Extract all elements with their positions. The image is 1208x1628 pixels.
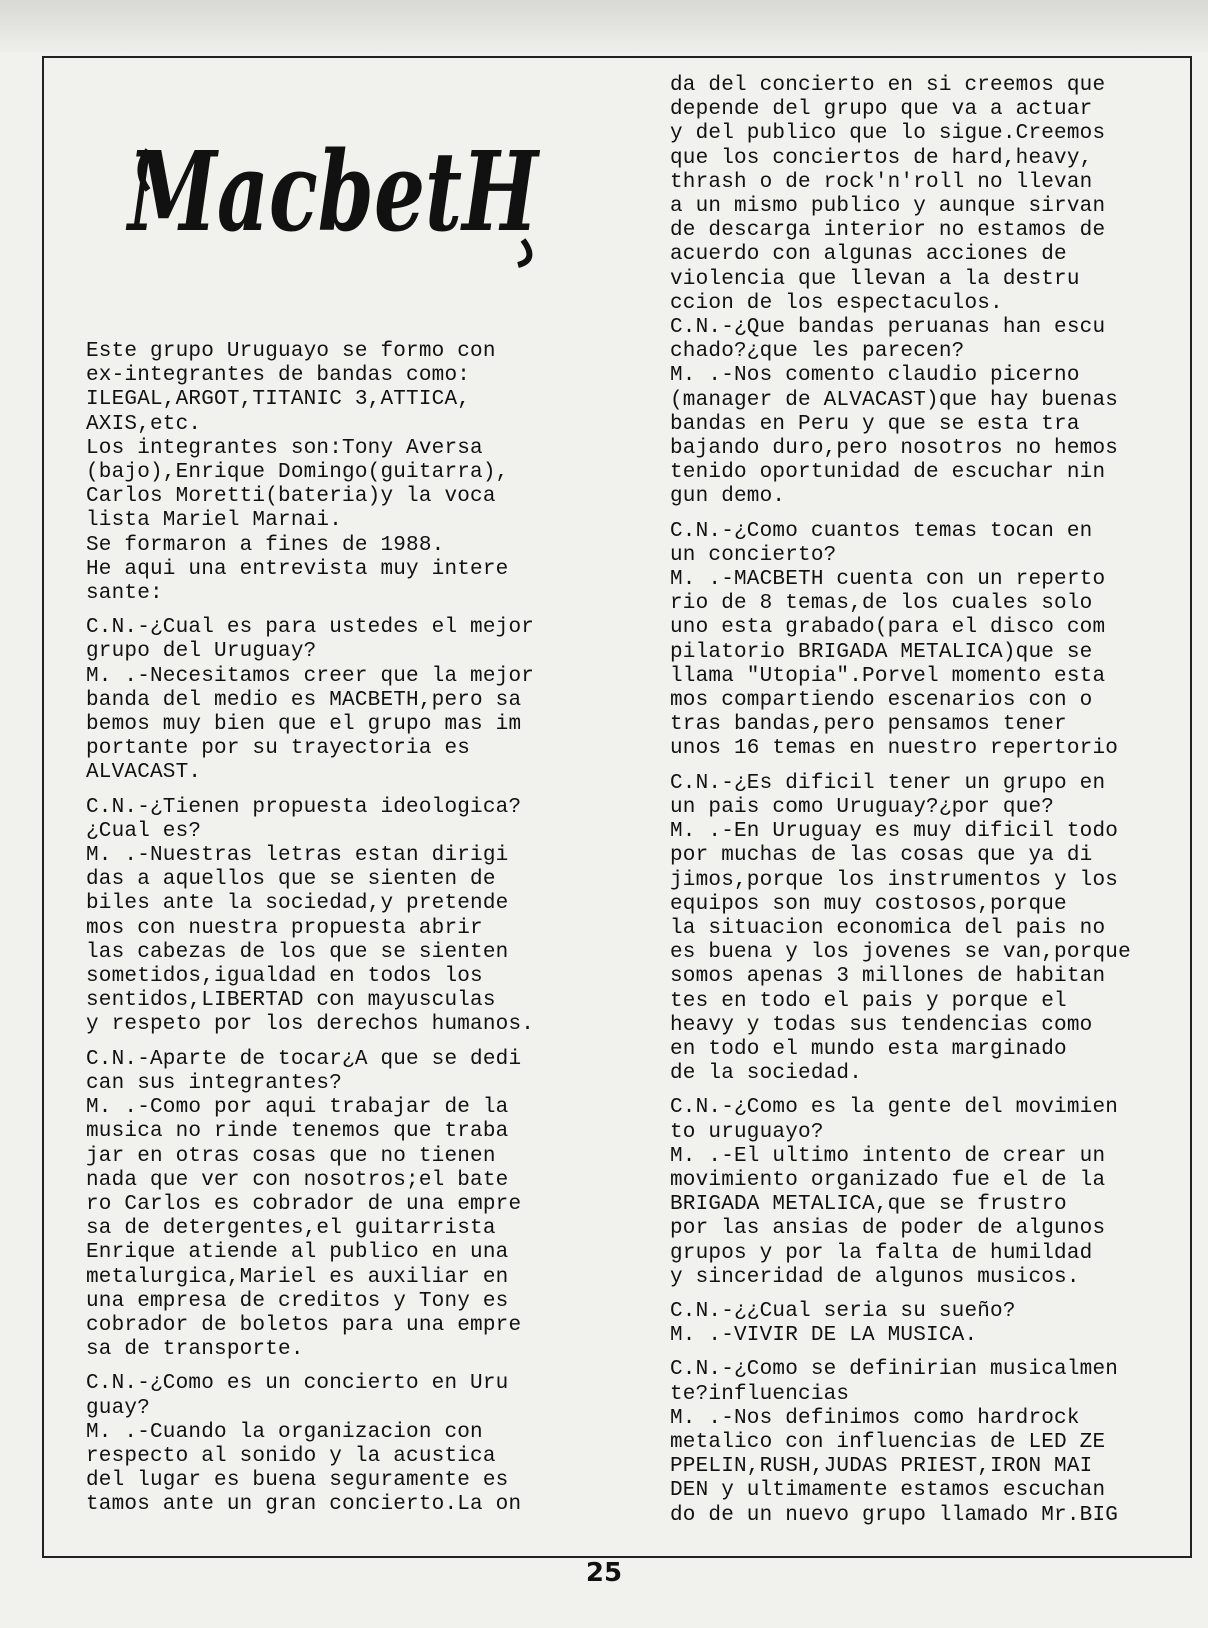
text-line: Los integrantes son:Tony Aversa [86,436,483,460]
text-line: gun demo. [670,485,786,509]
text-line: mos con nuestra propuesta abrir [86,916,483,940]
text-line: metalico con influencias de LED ZE [670,1430,1106,1454]
text-line: sentidos,LIBERTAD con mayusculas [86,989,496,1013]
text-line: tamos ante un gran concierto.La on [86,1493,522,1517]
text-line: da del concierto en si creemos que [670,74,1106,97]
text-line: (manager de ALVACAST)que hay buenas [670,388,1119,412]
text-line: somos apenas 3 millones de habitan [670,965,1106,989]
text-line: la situacion economica del pais no [670,916,1106,940]
text-line: musica no rinde tenemos que traba [86,1120,509,1144]
text-line: nada que ver con nosotros;el bate [86,1168,509,1192]
text-line: M. .-Como por aqui trabajar de la [86,1096,509,1120]
text-line: C.N.-¿Cual es para ustedes el mejor [86,616,535,640]
text-line: en todo el mundo esta marginado [670,1037,1067,1061]
text-line: llama "Utopia".Porvel momento esta [670,664,1106,688]
text-line: bemos muy bien que el grupo mas im [86,713,522,737]
text-line: una empresa de creditos y Tony es [86,1289,509,1313]
text-line: M. .-MACBETH cuenta con un reperto [670,568,1106,592]
left-paragraph [86,340,646,606]
text-line: por muchas de las cosas que ya di [670,844,1093,868]
text-line: thrash o de rock'n'roll no llevan [670,170,1093,194]
macbeth-logo-icon [125,127,548,270]
text-line: M. .-El ultimo intento de crear un [670,1144,1106,1168]
text-line: jimos,porque los instrumentos y los [670,868,1119,892]
text-line: BRIGADA METALICA,que se frustro [670,1193,1067,1217]
text-line: equipos son muy costosos,porque [670,892,1067,916]
text-line: M. .-Nos comento claudio picerno [670,364,1080,388]
text-line: M. .-Nuestras letras estan dirigi [86,844,509,868]
text-line: guay? [86,1396,151,1420]
text-line: bandas en Peru y que se esta tra [670,412,1080,436]
text-line: metalurgica,Mariel es auxiliar en [86,1265,509,1289]
text-line: un concierto? [670,543,837,567]
text-line: tenido oportunidad de escuchar nin [670,461,1106,485]
text-line: PPELIN,RUSH,JUDAS PRIEST,IRON MAI [670,1455,1093,1479]
text-line: y sinceridad de algunos musicos. [670,1265,1080,1289]
text-line: Se formaron a fines de 1988. [86,533,445,557]
text-line: ro Carlos es cobrador de una empre [86,1192,522,1216]
text-line: C.N.-¿Que bandas peruanas han escu [670,316,1106,340]
text-line: y respeto por los derechos humanos. [86,1013,535,1037]
text-line: jar en otras cosas que no tienen [86,1144,496,1168]
left-paragraph [86,1048,646,1363]
text-line: por las ansias de poder de algunos [670,1217,1106,1241]
text-line: del lugar es buena seguramente es [86,1469,509,1493]
text-line: He aqui una entrevista muy intere [86,557,509,581]
band-logo [125,127,548,270]
text-line: tes en todo el pais y porque el [670,989,1067,1013]
text-line: C.N.-¿¿Cual seria su sueño? [670,1299,1016,1323]
left-paragraph [86,1372,646,1517]
text-line: grupos y por la falta de humildad [670,1241,1093,1265]
text-line: das a aquellos que se sienten de [86,868,496,892]
text-line: AXIS,etc. [86,412,202,436]
text-line: M. .-VIVIR DE LA MUSICA. [670,1324,978,1348]
text-line: grupo del Uruguay? [86,640,317,664]
text-line: rio de 8 temas,de los cuales solo [670,592,1093,616]
text-line: un pais como Uruguay?¿por que? [670,795,1055,819]
text-line: M. .-Nos definimos como hardrock [670,1406,1080,1430]
text-line: C.N.-¿Como cuantos temas tocan en [670,519,1093,543]
text-line: Este grupo Uruguayo se formo con [86,340,496,363]
left-column [86,340,646,1528]
text-line: C.N.-¿Como es un concierto en Uru [86,1372,509,1396]
text-line: cobrador de boletos para una empre [86,1313,522,1337]
text-line: can sus integrantes? [86,1071,343,1095]
text-line: sante: [86,582,163,606]
right-paragraph [670,772,1200,1087]
scan-edge [0,0,1208,52]
text-line: sometidos,igualdad en todos los [86,965,483,989]
text-line: portante por su trayectoria es [86,737,471,761]
text-line: uno esta grabado(para el disco com [670,616,1106,640]
logo-text: MacbetH [125,127,541,256]
text-line: bajando duro,pero nosotros no hemos [670,437,1119,461]
right-paragraph [670,1300,1200,1348]
text-line: es buena y los jovenes se van,porque [670,941,1131,965]
text-line: C.N.-Aparte de tocar¿A que se dedi [86,1047,522,1071]
text-line: Carlos Moretti(bateria)y la voca [86,485,496,509]
text-line: unos 16 temas en nuestro repertorio [670,737,1119,761]
text-line: M. .-En Uruguay es muy dificil todo [670,820,1119,844]
text-line: biles ante la sociedad,y pretende [86,892,509,916]
text-line: pilatorio BRIGADA METALICA)que se [670,640,1093,664]
text-line: do de un nuevo grupo llamado Mr.BIG [670,1503,1119,1527]
text-line: tras bandas,pero pensamos tener [670,713,1067,737]
left-paragraph [86,796,646,1038]
text-line: te?influencias [670,1382,850,1406]
text-line: (bajo),Enrique Domingo(guitarra), [86,461,509,485]
text-line: y del publico que lo sigue.Creemos [670,122,1106,146]
right-paragraph [670,1358,1200,1527]
text-line: chado?¿que les parecen? [670,340,965,364]
text-line: de descarga interior no estamos de [670,219,1106,243]
right-paragraph [670,1096,1200,1290]
text-line: banda del medio es MACBETH,pero sa [86,688,522,712]
text-line: ex-integrantes de bandas como: [86,364,471,388]
right-paragraph [670,74,1200,510]
right-column [670,74,1200,1538]
text-line: ALVACAST. [86,761,202,785]
text-line: mos compartiendo escenarios con o [670,689,1093,713]
text-line: M. .-Cuando la organizacion con [86,1420,483,1444]
text-line: las cabezas de los que se sienten [86,940,509,964]
text-line: movimiento organizado fue el de la [670,1168,1106,1192]
text-line: heavy y todas sus tendencias como [670,1013,1093,1037]
text-line: a un mismo publico y aunque sirvan [670,195,1106,219]
text-line: ¿Cual es? [86,819,202,843]
text-line: to uruguayo? [670,1120,824,1144]
text-line: respecto al sonido y la acustica [86,1444,496,1468]
text-line: de la sociedad. [670,1062,863,1086]
text-line: lista Mariel Marnai. [86,509,343,533]
left-paragraph [86,616,646,785]
text-line: sa de detergentes,el guitarrista [86,1217,496,1241]
text-line: ccion de los espectaculos. [670,291,1003,315]
text-line: depende del grupo que va a actuar [670,98,1093,122]
text-line: DEN y ultimamente estamos escuchan [670,1479,1106,1503]
text-line: que los conciertos de hard,heavy, [670,146,1093,170]
text-line: ILEGAL,ARGOT,TITANIC 3,ATTICA, [86,388,471,412]
text-line: C.N.-¿Como es la gente del movimien [670,1096,1119,1120]
page-number: 25 [585,1558,623,1588]
text-line: M. .-Necesitamos creer que la mejor [86,664,535,688]
text-line: acuerdo con algunas acciones de [670,243,1067,267]
text-line: Enrique atiende al publico en una [86,1241,509,1265]
text-line: C.N.-¿Es dificil tener un grupo en [670,771,1106,795]
text-line: violencia que llevan a la destru [670,267,1080,291]
text-line: C.N.-¿Como se definirian musicalmen [670,1358,1119,1382]
right-paragraph [670,520,1200,762]
text-line: sa de transporte. [86,1338,304,1362]
text-line: C.N.-¿Tienen propuesta ideologica? [86,795,522,819]
